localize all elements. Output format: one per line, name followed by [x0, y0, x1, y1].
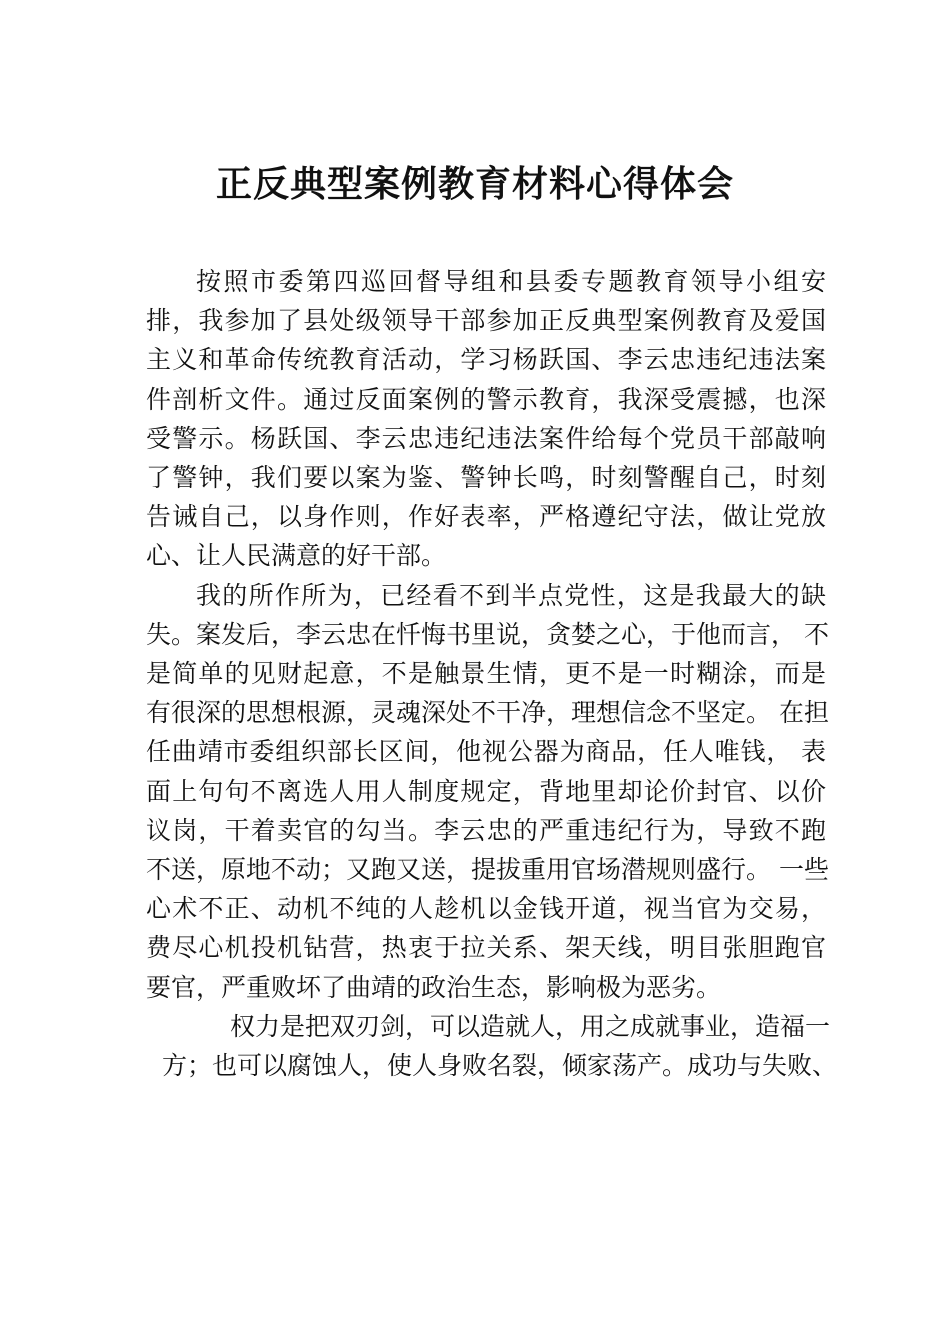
- paragraph-2-line-5: 任曲靖市委组织部长区间，他视公器为商品，任人唯钱， 表: [146, 737, 826, 767]
- paragraph-1-line-3: 主义和革命传统教育活动，学习杨跃国、李云忠违纪违法案: [146, 345, 826, 375]
- paragraph-2-line-8: 不送，原地不动；又跑又送，提拔重用官场潜规则盛行。 一些: [146, 855, 829, 885]
- paragraph-1-line-5: 受警示。杨跃国、李云忠违纪违法案件给每个党员干部敲响: [146, 423, 826, 453]
- paragraph-2-line-9: 心术不正、动机不纯的人趁机以金钱开道，视当官为交易，: [146, 894, 826, 924]
- document-body: [146, 262, 838, 1085]
- paragraph-2-line-7: 议岗，干着卖官的勾当。李云忠的严重违纪行为，导致不跑: [146, 815, 826, 845]
- paragraph-1-line-6: 了警钟，我们要以案为鉴、警钟长鸣，时刻警醒自己，时刻: [146, 463, 826, 493]
- paragraph-2-line-3: 是简单的见财起意，不是触景生情，更不是一时糊涂，而是: [146, 659, 826, 689]
- document-title: 正反典型案例教育材料心得体会: [215, 163, 734, 205]
- paragraph-2-line-10: 费尽心机投机钻营，热衷于拉关系、架天线，明目张胆跑官: [146, 933, 826, 963]
- paragraph-1-line-4: 件剖析文件。通过反面案例的警示教育，我深受震撼，也深: [146, 384, 826, 414]
- paragraph-2-line-11: 要官，严重败坏了曲靖的政治生态，影响极为恶劣。: [146, 972, 722, 1002]
- paragraph-2-line-2: 失。案发后，李云忠在忏悔书里说，贪婪之心，于他而言， 不: [146, 619, 829, 649]
- paragraph-2-line-1: 我的所作所为，已经看不到半点党性，这是我最大的缺: [196, 580, 826, 610]
- paragraph-3-line-2: 方；也可以腐蚀人，使人身败名裂，倾家荡产。成功与失败、: [162, 1051, 838, 1081]
- paragraph-3-line-1: 权力是把双刃剑，可以造就人，用之成就事业，造福一: [230, 1011, 831, 1041]
- paragraph-1-line-8: 心、让人民满意的好干部。: [146, 541, 447, 571]
- paragraph-1-line-1: 按照市委第四巡回督导组和县委专题教育领导小组安: [196, 267, 826, 296]
- paragraph-2-line-6: 面上句句不离选人用人制度规定，背地里却论价封官、以价: [146, 776, 826, 806]
- paragraph-1-line-7: 告诫自己，以身作则，作好表率，严格遵纪守法，做让党放: [146, 502, 826, 532]
- paragraph-2-line-4: 有很深的思想根源，灵魂深处不干净，理想信念不坚定。 在担: [146, 698, 829, 728]
- paragraph-1-line-2: 排，我参加了县处级领导干部参加正反典型案例教育及爱国: [146, 306, 826, 336]
